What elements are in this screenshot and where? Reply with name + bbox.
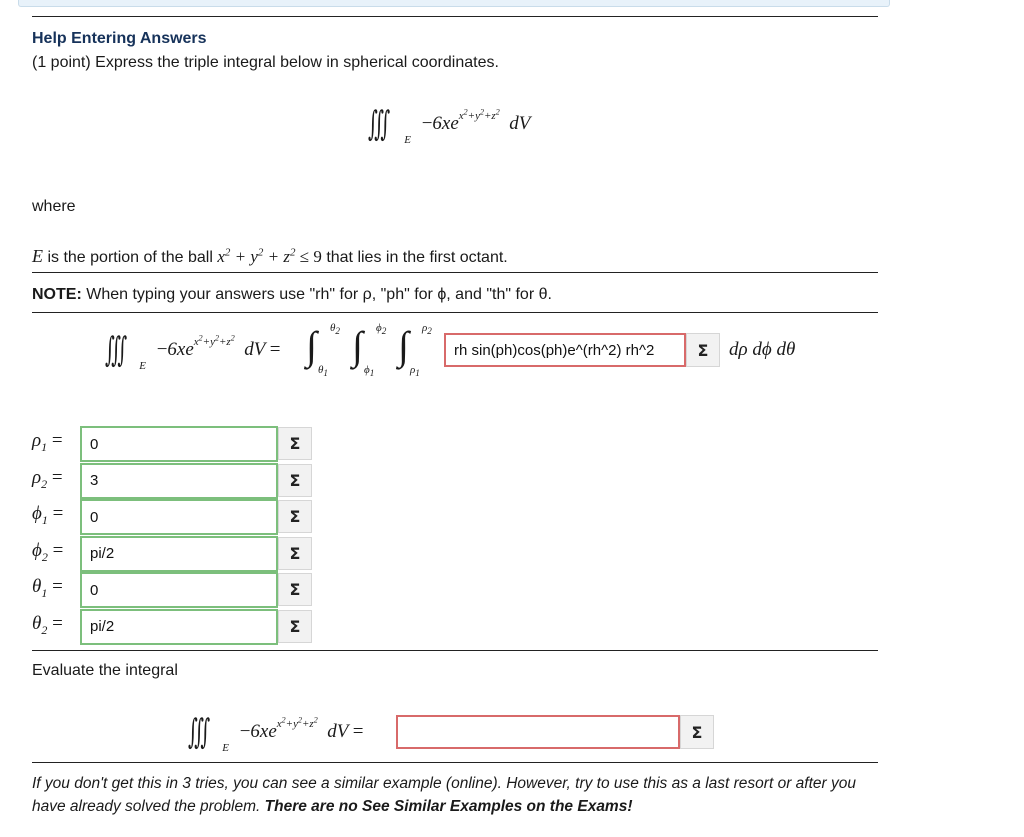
footer-bold: There are no See Similar Examples on the Exams! <box>264 798 633 815</box>
divider <box>32 272 878 273</box>
integral-value-input[interactable] <box>396 715 680 749</box>
equation-editor-button[interactable]: Σ <box>680 715 714 749</box>
limit-input[interactable]: 3 <box>80 463 278 499</box>
limit-label: $\theta_1$ = <box>32 576 63 600</box>
help-entering-answers-link[interactable]: Help Entering Answers <box>32 30 207 47</box>
note-variables: "rh" for ρ, "ph" for ϕ, and "th" for θ. <box>309 286 552 303</box>
limit-input[interactable]: pi/2 <box>80 609 278 645</box>
problem-statement: (1 point) Express the triple integral below in spherical coordinates. <box>32 54 499 71</box>
limit-label: $\phi_1$ = <box>32 503 64 527</box>
limit-label: $\theta_2$ = <box>32 612 63 637</box>
footer-note <box>32 772 872 818</box>
integral-display: ∭ $_E -6xe^{x^2+y^2+z^2}$ dV <box>368 104 531 146</box>
equation-editor-button[interactable]: Σ <box>278 500 312 533</box>
equation-editor-button[interactable]: Σ <box>278 537 312 570</box>
region-text: is the portion of the ball <box>47 249 213 266</box>
integral-theta: ∫ <box>306 323 317 368</box>
limit-label: $\phi_2$ = <box>32 539 64 564</box>
equation-editor-button[interactable]: Σ <box>278 610 312 643</box>
equation-editor-button[interactable]: Σ <box>686 333 720 367</box>
divider <box>32 16 878 17</box>
note-text: When typing your answers use <box>86 286 306 303</box>
limit-input[interactable]: pi/2 <box>80 536 278 572</box>
footer-text: If you don't get this in 3 tries, you can see a similar example (online). However, try to use this as a last resort or after you have already solved the problem. <box>32 775 856 815</box>
note-label: NOTE: <box>32 286 82 303</box>
where-label: where <box>32 198 76 215</box>
integral-rho: ∫ <box>398 323 409 368</box>
equation-editor-button[interactable]: Σ <box>278 573 312 606</box>
region-suffix: that lies in the first octant. <box>326 249 508 266</box>
note <box>32 286 552 304</box>
integrand-input[interactable]: rh sin(ph)cos(ph)e^(rh^2) rh^2 <box>444 333 686 367</box>
limit-input[interactable]: 0 <box>80 426 278 462</box>
equation-editor-button[interactable]: Σ <box>278 464 312 497</box>
evaluate-label: Evaluate the integral <box>32 662 178 679</box>
equation-editor-button[interactable]: Σ <box>278 427 312 460</box>
integral-phi: ∫ <box>352 323 363 368</box>
limit-label: $\rho_2$ = <box>32 466 63 491</box>
divider <box>32 650 878 651</box>
limit-input[interactable]: 0 <box>80 572 278 608</box>
spherical-equation: ∭ $_E -6xe^{x^2+y^2+z^2}$ dV = <box>105 330 281 372</box>
top-panel-edge <box>18 0 890 7</box>
region-description: E is the portion of the ball $x^2 + y^2 + z^2 \le 9$ that lies in the first octant. <box>32 246 508 266</box>
divider <box>32 762 878 763</box>
limit-input[interactable]: 0 <box>80 499 278 535</box>
divider <box>32 312 878 313</box>
limit-label: $\rho_1$ = <box>32 430 63 454</box>
evaluate-equation: ∭ $_E -6xe^{x^2+y^2+z^2}$ dV = <box>188 712 364 754</box>
differentials: dρ dϕ dθ <box>729 339 796 360</box>
